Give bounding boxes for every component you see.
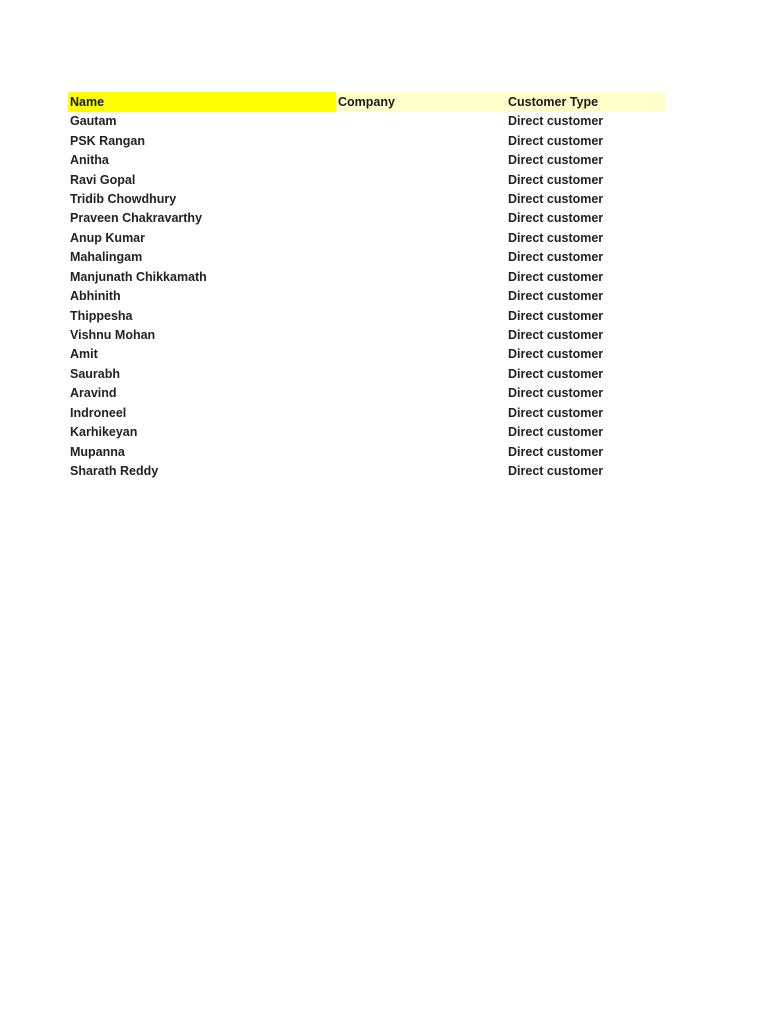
cell-name: Saurabh [70,366,121,381]
cell-customer-type: Direct customer [508,464,604,479]
table-row [68,229,666,248]
cell-customer-type: Direct customer [508,114,604,129]
cell-customer-type: Direct customer [508,405,604,420]
table-row [68,384,666,403]
table-header-row [68,92,666,112]
cell-name: Karhikeyan [70,425,138,440]
cell-customer-type: Direct customer [508,444,604,459]
cell-name: Anup Kumar [70,230,145,245]
cell-name: Abhinith [70,289,121,304]
cell-customer-type: Direct customer [508,172,604,187]
cell-name: PSK Rangan [70,133,146,148]
cell-name: Tridib Chowdhury [70,191,177,206]
cell-customer-type: Direct customer [508,347,604,362]
cell-name: Gautam [70,114,117,129]
table-row [68,326,666,345]
cell-customer-type: Direct customer [508,328,604,343]
cell-customer-type: Direct customer [508,133,604,148]
customer-sheet [68,92,666,481]
table-row [68,170,666,189]
cell-name: Manjunath Chikkamath [70,269,207,284]
cell-customer-type: Direct customer [508,308,604,323]
cell-customer-type: Direct customer [508,153,604,168]
cell-customer-type: Direct customer [508,289,604,304]
cell-customer-type: Direct customer [508,269,604,284]
table-row [68,462,666,481]
cell-customer-type: Direct customer [508,425,604,440]
cell-name: Aravind [70,386,117,401]
table-row [68,442,666,461]
cell-name: Mupanna [70,444,125,459]
cell-name: Thippesha [70,308,133,323]
table-row [68,112,666,131]
header-customer-type: Customer Type [506,92,666,112]
cell-customer-type: Direct customer [508,250,604,265]
cell-customer-type: Direct customer [508,386,604,401]
table-row [68,404,666,423]
header-name: Name [68,92,336,112]
header-company: Company [336,92,506,112]
table-row [68,365,666,384]
table-row [68,131,666,150]
table-row [68,287,666,306]
cell-name: Vishnu Mohan [70,328,156,343]
table-row [68,306,666,325]
cell-name: Anitha [70,153,109,168]
table-row [68,423,666,442]
cell-name: Indroneel [70,405,127,420]
cell-customer-type: Direct customer [508,211,604,226]
table-row [68,268,666,287]
table-body [68,112,666,481]
cell-name: Amit [70,347,98,362]
cell-name: Praveen Chakravarthy [70,211,203,226]
cell-customer-type: Direct customer [508,230,604,245]
table-row [68,190,666,209]
cell-customer-type: Direct customer [508,191,604,206]
table-row [68,151,666,170]
table-row [68,345,666,364]
cell-name: Ravi Gopal [70,172,136,187]
cell-name: Mahalingam [70,250,143,265]
cell-customer-type: Direct customer [508,366,604,381]
table-row [68,248,666,267]
table-row [68,209,666,228]
cell-name: Sharath Reddy [70,464,159,479]
